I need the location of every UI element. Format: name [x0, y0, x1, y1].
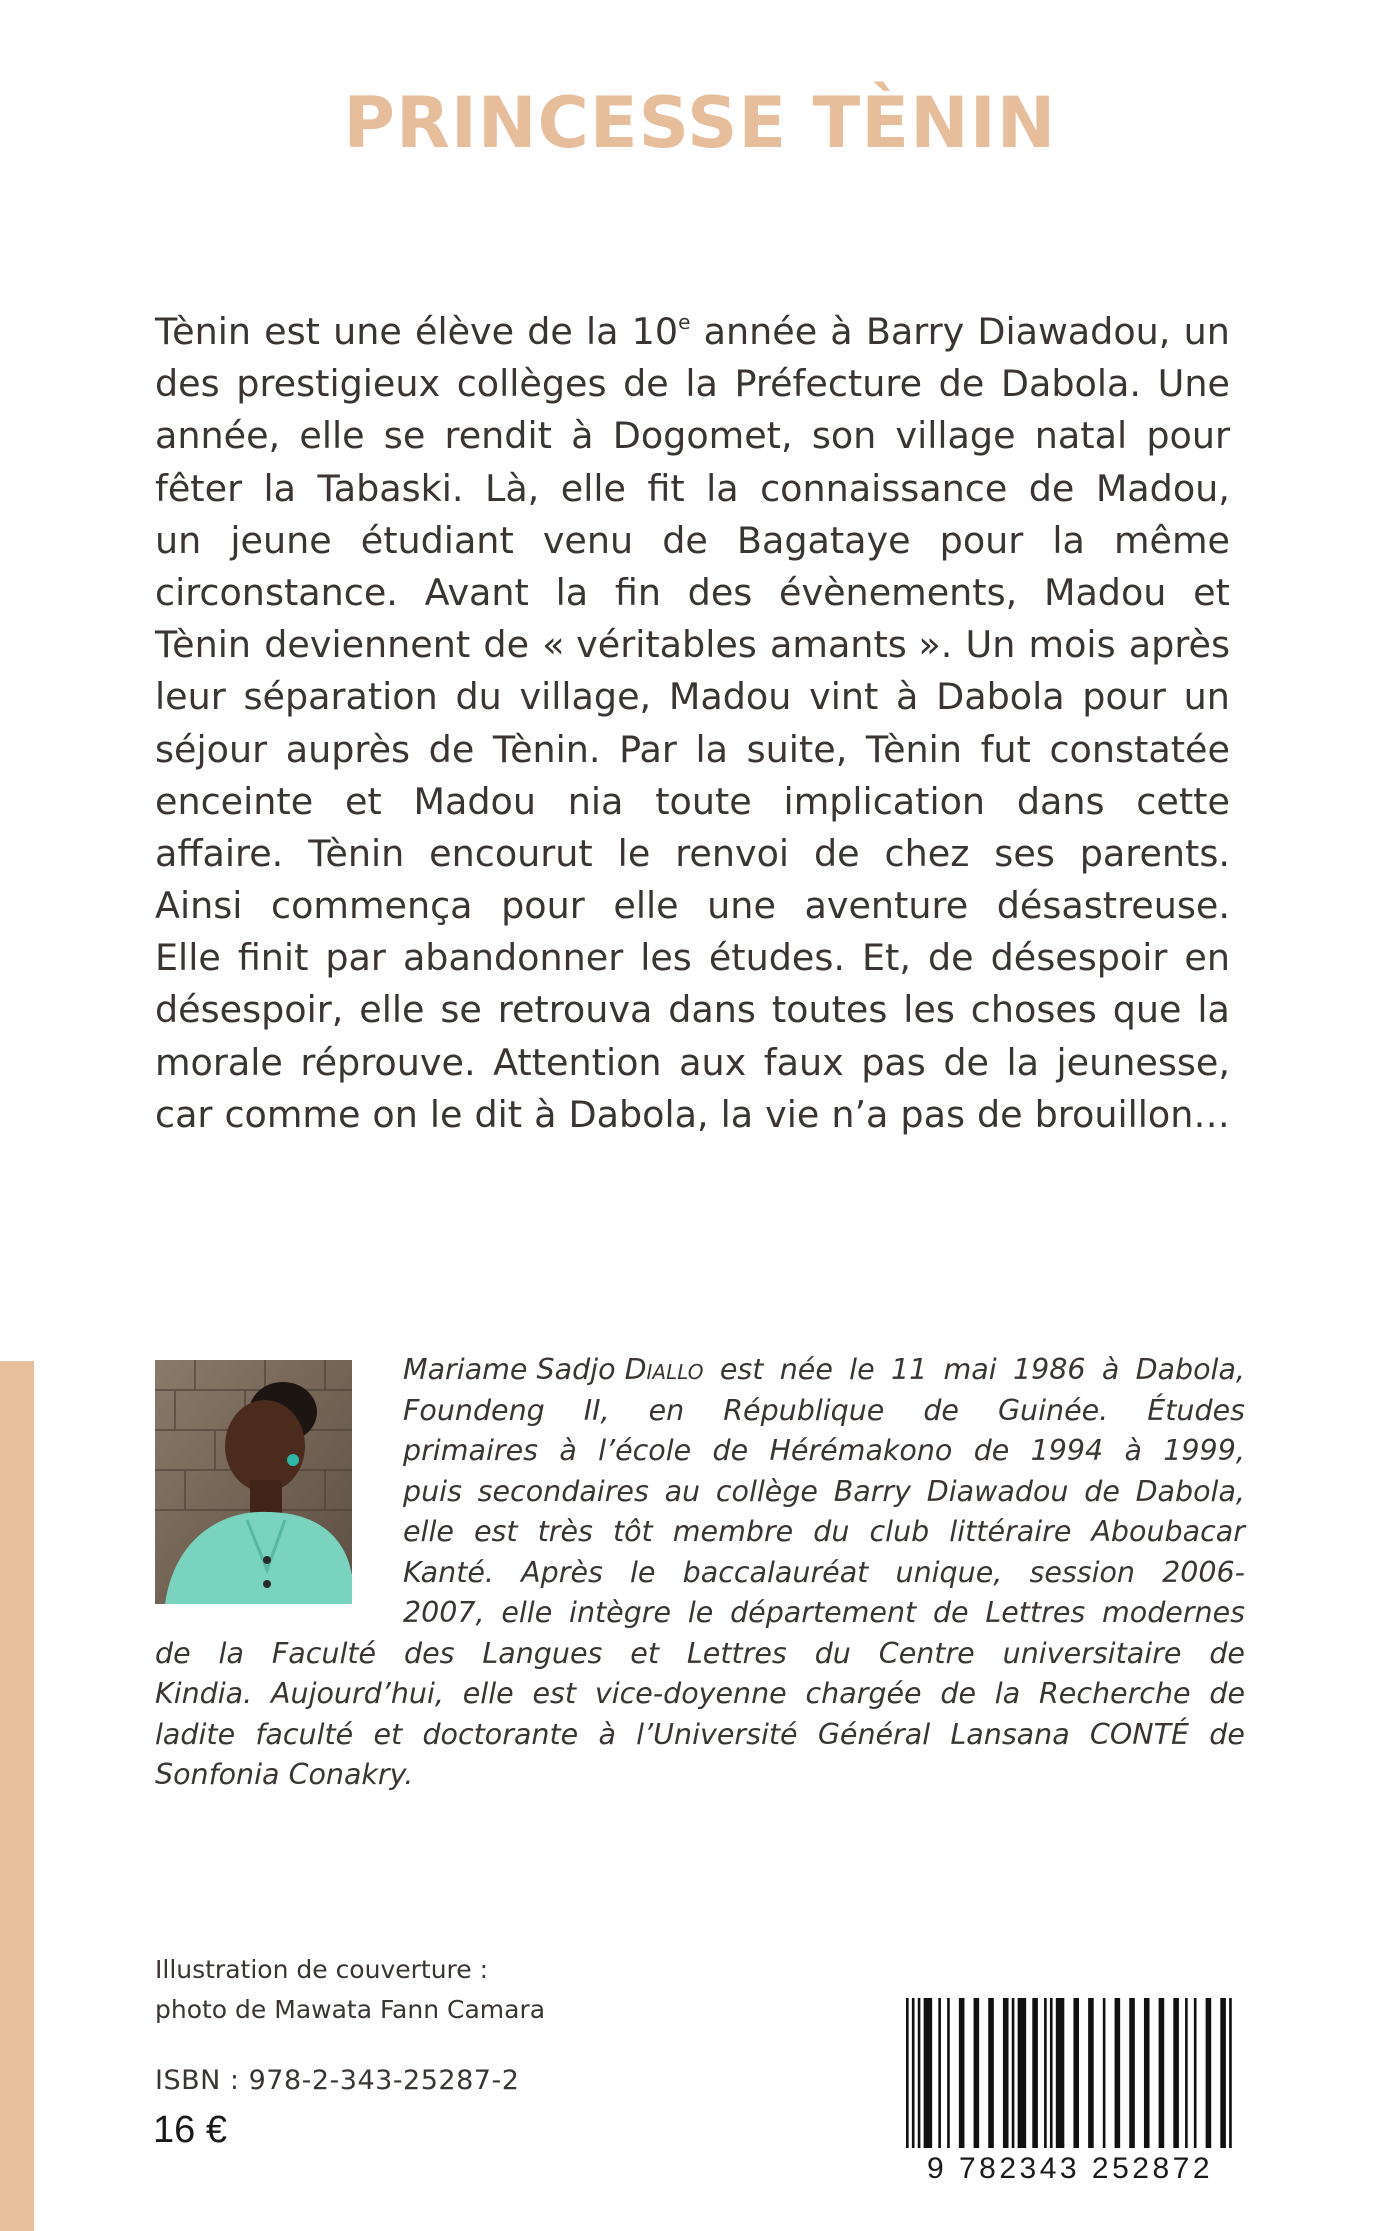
summary-line [155, 463, 1230, 515]
summary-word: pour [501, 884, 585, 928]
summary-word: elle [359, 988, 425, 1032]
summary-word: jeunesse, [1056, 1040, 1230, 1084]
summary-word: amants ». [770, 623, 953, 667]
summary-word: implication [783, 779, 986, 823]
summary-word: constatée [1049, 727, 1230, 771]
bio-word: Lettres [686, 1636, 787, 1670]
summary-word: Madou [668, 675, 792, 719]
summary-word: renvoi [675, 831, 790, 875]
bio-word: secondaires [477, 1474, 649, 1508]
summary-word: la [1197, 988, 1230, 1032]
bio-word: à [559, 1434, 577, 1467]
bio-line [403, 1593, 1245, 1634]
summary-word: fut [980, 727, 1031, 771]
summary-word: la [555, 570, 589, 614]
bio-word: tôt [612, 1515, 653, 1548]
bio-word: club [869, 1515, 930, 1548]
summary-word: fêter [155, 466, 243, 510]
summary-word: on [372, 1092, 418, 1136]
summary-word: « véritables [542, 623, 757, 667]
summary-word: ses [994, 831, 1055, 875]
summary-word: venu [542, 518, 634, 562]
accent-side-bar [0, 1361, 34, 2231]
summary-word: se [383, 414, 426, 458]
summary-word: un [155, 518, 202, 562]
summary-word: son [811, 414, 877, 458]
bio-word: vice-doyenne [594, 1677, 787, 1710]
summary-word: le [617, 831, 651, 875]
summary-word: natal [1034, 414, 1128, 458]
summary-word: de [428, 727, 475, 771]
summary-line [155, 306, 1230, 358]
summary-word: séparation [243, 675, 438, 719]
summary-word: deviennent [264, 623, 471, 667]
summary-word: cette [1136, 779, 1230, 823]
summary-word: pour [1082, 675, 1166, 719]
summary-word: choses [970, 988, 1097, 1032]
summary-word: est [264, 310, 320, 353]
summary-word: leur [155, 675, 226, 719]
bio-word: 2006- [1162, 1555, 1245, 1589]
bio-word: des [404, 1636, 455, 1670]
bio-word: Kindia. [155, 1677, 253, 1710]
summary-word: Barry [865, 310, 965, 353]
summary-word: Et, [861, 936, 911, 980]
summary-word: affaire. [155, 831, 284, 875]
summary-word: dans [668, 988, 756, 1032]
summary-line [155, 932, 1230, 984]
bio-word: 1994 [1030, 1434, 1104, 1467]
summary-word: toutes [771, 988, 888, 1032]
bio-word: Après [521, 1555, 603, 1589]
summary-word: brouillon… [1034, 1092, 1230, 1136]
summary-word: village, [519, 675, 652, 719]
bio-word: puis [403, 1474, 462, 1508]
summary-word: Diawadou, [977, 310, 1171, 353]
bio-word: faculté [255, 1717, 354, 1751]
summary-word: Ainsi [155, 884, 243, 928]
bio-word: baccalauréat [682, 1555, 869, 1589]
cover-credit [155, 1950, 545, 2030]
summary-word: Tènin [155, 310, 252, 353]
bio-word: Dabola, [1135, 1353, 1245, 1386]
bio-word: Kanté. [403, 1555, 494, 1589]
bio-line [155, 1634, 1245, 1675]
summary-word: réprouve. [300, 1040, 476, 1084]
author-biography [155, 1350, 1245, 1796]
summary-word: Madou [413, 779, 536, 823]
summary-word: car [155, 1092, 213, 1136]
bio-word: la [218, 1636, 244, 1670]
summary-word: chez [884, 831, 970, 875]
summary-word: un [1183, 675, 1230, 719]
bio-word: Lettres [985, 1596, 1086, 1629]
summary-word: à [571, 414, 594, 458]
summary-word: prestigieux [236, 362, 441, 406]
bio-word: le [687, 1596, 714, 1629]
summary-word: de [1028, 466, 1075, 510]
summary-word: une [707, 884, 776, 928]
summary-word: commença [271, 884, 473, 928]
bio-word: Sonfonia Conakry. [155, 1758, 414, 1791]
bio-word: elle [501, 1596, 553, 1629]
bio-word: Lansana [950, 1717, 1070, 1751]
summary-line [155, 410, 1230, 462]
summary-word: de [662, 518, 708, 562]
summary-line [155, 984, 1230, 1036]
summary-word: connaissance [760, 466, 1008, 510]
bio-word: département [730, 1596, 917, 1629]
bio-word: ladite [155, 1717, 236, 1751]
summary-word: dit [474, 1092, 523, 1136]
bio-word: République [723, 1393, 885, 1427]
bio-word: née [779, 1353, 833, 1386]
bio-word: à [1101, 1353, 1120, 1386]
summary-word: Une [1157, 362, 1230, 406]
bio-word: du [813, 1515, 850, 1548]
summary-word: par [325, 936, 386, 980]
summary-word: Dabola, [568, 1092, 709, 1136]
bio-word: Études [1147, 1393, 1245, 1427]
bio-line [403, 1512, 1245, 1553]
summary-word: aventure [804, 884, 969, 928]
summary-word: pas [861, 1040, 926, 1084]
summary-word: jeune [230, 518, 332, 562]
summary-word: et [344, 779, 382, 823]
bio-line [155, 1755, 1245, 1796]
summary-word: année [703, 310, 818, 353]
summary-word: faux [763, 1040, 844, 1084]
summary-line [155, 671, 1230, 723]
bio-word: de [1084, 1474, 1120, 1508]
summary-word: retrouva [497, 988, 653, 1032]
bio-word: à [598, 1717, 616, 1751]
summary-word: dans [1016, 779, 1105, 823]
cover-credit-line-2: photo de Mawata Fann Camara [155, 1995, 546, 2024]
summary-word: après [1128, 623, 1230, 667]
summary-word: les [903, 988, 955, 1032]
bio-word: unique, [895, 1555, 1003, 1589]
bio-word: de [932, 1596, 969, 1629]
summary-word: de [814, 831, 860, 875]
bio-line [403, 1472, 1245, 1513]
bio-word: 2007, [403, 1596, 485, 1629]
bio-word: modernes [1102, 1596, 1245, 1629]
bio-word: universitaire [1002, 1636, 1182, 1670]
summary-word: que [1112, 988, 1182, 1032]
summary-word: et [1193, 570, 1230, 614]
bio-word: à [1124, 1434, 1142, 1467]
summary-word: de [938, 362, 985, 406]
summary-line [155, 724, 1230, 776]
bio-word: au [664, 1474, 701, 1508]
isbn: ISBN : 978-2-343-25287-2 [155, 2065, 520, 2096]
summary-word: elle [613, 884, 679, 928]
bio-word: CONTÉ [1089, 1717, 1189, 1751]
summary-word: désastreuse. [996, 884, 1230, 928]
summary-word: désespoir [990, 936, 1168, 980]
bio-word: Langues [482, 1636, 603, 1670]
summary-word: n’a [831, 1092, 889, 1136]
summary-line [155, 880, 1230, 932]
summary-word: séjour [155, 727, 268, 771]
bio-word: primaires [403, 1434, 538, 1467]
barcode [902, 1998, 1239, 2188]
bio-word: Centre [878, 1636, 975, 1670]
summary-word: étudiant [360, 518, 514, 562]
bio-word: l’école [598, 1434, 692, 1467]
summary-word: études. [708, 936, 845, 980]
summary-word: la [586, 310, 619, 353]
bio-word: intègre [569, 1596, 672, 1629]
summary-word: village [895, 414, 1016, 458]
summary-word: de [976, 1092, 1023, 1136]
bio-word: en [648, 1393, 685, 1427]
summary-word: parents. [1079, 831, 1230, 875]
summary-word: à [534, 1092, 557, 1136]
bio-word: 1986 [1012, 1353, 1086, 1386]
bio-word: de [155, 1636, 191, 1670]
summary-line [155, 1089, 1230, 1141]
summary-word: vint [809, 675, 879, 719]
bio-word: mai [943, 1353, 997, 1386]
summary-word: nia [567, 779, 624, 823]
bio-word: l’Université [636, 1717, 798, 1751]
summary-word: le [429, 1092, 463, 1136]
summary-word: la [706, 466, 739, 510]
summary-word: morale [155, 1040, 283, 1084]
summary-word: Tabaski. [317, 466, 464, 510]
summary-word: de [527, 310, 573, 353]
summary-word: enceinte [155, 779, 314, 823]
bio-word: Aujourd’hui, [271, 1677, 444, 1710]
bio-word: Aboubacar [1091, 1515, 1245, 1548]
summary-word: Elle [155, 936, 221, 980]
bio-word: membre [672, 1515, 794, 1548]
summary-word: toute [655, 779, 752, 823]
summary-word: pas [900, 1092, 965, 1136]
summary-word: élève [414, 310, 515, 353]
summary-word: même [1113, 518, 1230, 562]
bio-word: elle [403, 1515, 454, 1548]
bio-word: Hérémakono [769, 1434, 953, 1467]
summary-line [155, 776, 1230, 828]
summary-line [155, 358, 1230, 410]
summary-word: Madou [1043, 570, 1167, 614]
summary-word: la [695, 727, 729, 771]
bio-word: Foundeng [403, 1393, 545, 1427]
summary-word: finit [237, 936, 309, 980]
bio-line [155, 1674, 1245, 1715]
price: 16 € [153, 2109, 227, 2151]
summary-word: une [333, 310, 402, 353]
summary-line [155, 515, 1230, 567]
summary-word: Tènin [155, 623, 252, 667]
summary-word: circonstance. [155, 570, 398, 614]
summary-word: Dogomet, [612, 414, 793, 458]
summary-word: vie [765, 1092, 820, 1136]
summary-word: du [455, 675, 502, 719]
summary-line [155, 828, 1230, 880]
summary-word: Dabola. [1000, 362, 1141, 406]
summary-word: elle [299, 414, 365, 458]
summary-word: désespoir, [155, 988, 344, 1032]
bio-line [403, 1391, 1245, 1432]
summary-word: de [927, 936, 974, 980]
summary-word: la [1052, 518, 1085, 562]
summary-word: les [640, 936, 692, 980]
summary-word: Tènin. [492, 727, 601, 771]
summary-line [155, 1037, 1230, 1089]
summary-word: Préfecture [734, 362, 923, 406]
summary-word: fin [614, 570, 661, 614]
summary-word: des [155, 362, 220, 406]
bio-word: doctorante [422, 1717, 579, 1751]
bio-line [403, 1553, 1245, 1594]
summary-word: encourut [429, 831, 593, 875]
bio-word: est [532, 1677, 577, 1710]
bio-word: et [630, 1636, 659, 1670]
summary-word: Là, [484, 466, 540, 510]
summary-word: aux [679, 1040, 747, 1084]
author-name: Mariame Sadjo Diallo [403, 1353, 704, 1386]
summary-word: Tènin [865, 727, 962, 771]
bio-word: du [814, 1636, 851, 1670]
bio-word: Guinée. [997, 1393, 1109, 1427]
summary-word: auprès [285, 727, 411, 771]
summary-word: comme [224, 1092, 361, 1136]
bio-word: 11 [890, 1353, 928, 1386]
summary-word: rendit [444, 414, 552, 458]
bio-word: très [537, 1515, 593, 1548]
bio-line [403, 1431, 1245, 1472]
summary-word: un [1183, 310, 1230, 353]
summary-word: de [943, 1040, 989, 1084]
summary-word: collèges [456, 362, 607, 406]
bio-word: Diawadou [926, 1474, 1069, 1508]
summary-word: la [263, 466, 297, 510]
summary-word: elle [560, 466, 626, 510]
barcode-digits: 9 782343 252872 [926, 2152, 1214, 2185]
summary-word: Bagataye [736, 518, 911, 562]
summary-word: de [483, 623, 530, 667]
bio-word: de [1209, 1677, 1245, 1710]
book-title: PRINCESSE TÈNIN [343, 82, 1057, 164]
bio-word: chargée [805, 1677, 922, 1710]
bio-word: session [1029, 1555, 1135, 1589]
summary-line [155, 619, 1230, 671]
bio-word: le [630, 1555, 656, 1589]
bio-line [403, 1350, 1245, 1391]
summary-word: Un [965, 623, 1016, 667]
summary-word: fit [647, 466, 685, 510]
bio-word: littéraire [949, 1515, 1072, 1548]
summary-word: Tènin [308, 831, 405, 875]
summary-word: se [440, 988, 482, 1032]
summary-word: Avant [424, 570, 529, 614]
bio-word: est [719, 1353, 764, 1386]
bio-word: et [373, 1717, 403, 1751]
summary-line [155, 567, 1230, 619]
summary-word: abandonner [402, 936, 624, 980]
bio-word: elle [462, 1677, 514, 1710]
summary-word: la [720, 1092, 754, 1136]
summary-word: pour [939, 518, 1024, 562]
bio-line [155, 1715, 1245, 1756]
back-cover-summary [155, 306, 1230, 1141]
summary-word: année, [155, 414, 281, 458]
summary-word: Par [619, 727, 677, 771]
summary-word: à [896, 675, 919, 719]
bio-word: Dabola, [1135, 1474, 1245, 1508]
bio-word: est [473, 1515, 518, 1548]
cover-credit-line-1: Illustration de couverture : [155, 1955, 489, 1984]
summary-word: de [623, 362, 669, 406]
bio-word: de [940, 1677, 976, 1710]
bio-word: de [1209, 1636, 1245, 1670]
summary-word: évènements, [779, 570, 1018, 614]
bio-word: de [923, 1393, 959, 1427]
bio-word: de [712, 1434, 749, 1467]
bio-word: le [849, 1353, 875, 1386]
summary-word: en [1184, 936, 1230, 980]
bio-word: de [973, 1434, 1010, 1467]
summary-word: pour [1146, 414, 1230, 458]
summary-word: Madou, [1095, 466, 1230, 510]
summary-word: la [1006, 1040, 1039, 1084]
summary-word: à [830, 310, 853, 353]
bio-word: collège [715, 1474, 818, 1508]
summary-word: Attention [493, 1040, 662, 1084]
summary-word: Dabola [936, 675, 1065, 719]
summary-word: suite, [746, 727, 848, 771]
summary-word: 10e [631, 309, 691, 353]
bio-word: Général [817, 1717, 931, 1751]
bio-word: 1999, [1163, 1434, 1245, 1467]
bio-word: Recherche [1038, 1677, 1191, 1710]
summary-word: des [687, 570, 753, 614]
bio-word: II, [583, 1393, 610, 1427]
bio-word: la [994, 1677, 1021, 1710]
bio-word: de [1209, 1717, 1245, 1751]
bio-word: Barry [833, 1474, 912, 1508]
summary-word: la [685, 362, 718, 406]
summary-word: mois [1028, 623, 1116, 667]
bio-word: Faculté [271, 1636, 377, 1670]
